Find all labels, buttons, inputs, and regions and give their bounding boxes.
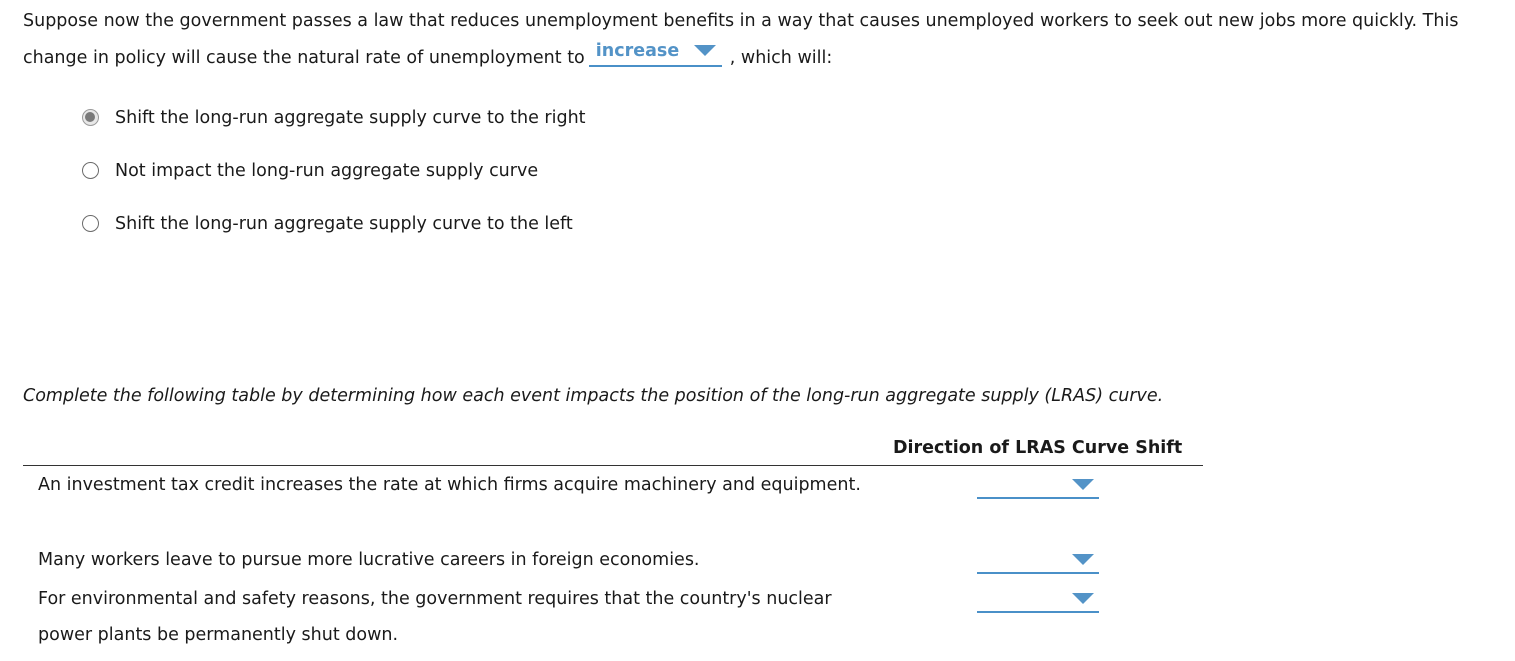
lras-shift-dropdown-1[interactable] xyxy=(977,477,1099,499)
question-text xyxy=(23,3,1493,76)
table-instruction: Complete the following table by determining how each event impacts the position of the long-run aggregate supply (LRAS) curve. xyxy=(23,386,1164,406)
option-label: Not impact the long-run aggregate supply curve xyxy=(115,161,539,181)
question-text-after: , which will: xyxy=(729,48,833,68)
caret-down-icon xyxy=(1072,479,1094,490)
caret-down-icon xyxy=(694,45,716,56)
caret-down-icon xyxy=(1072,554,1094,565)
natural-rate-dropdown-value: increase xyxy=(595,41,680,61)
radio-button-checked[interactable] xyxy=(82,109,99,126)
caret-down-icon xyxy=(1072,593,1094,604)
table-row-event: For environmental and safety reasons, the government requires that the country's nuclear power plants be permanently shut down. xyxy=(38,589,832,645)
lras-shift-dropdown-2[interactable] xyxy=(977,552,1099,574)
option-label: Shift the long-run aggregate supply curve to the right xyxy=(115,108,586,128)
radio-button[interactable] xyxy=(82,162,99,179)
radio-button[interactable] xyxy=(82,215,99,232)
option-label: Shift the long-run aggregate supply curve to the left xyxy=(115,214,573,234)
lras-shift-dropdown-3[interactable] xyxy=(977,591,1099,613)
question-text-before: Suppose now the government passes a law that reduces unemployment benefits in a way that causes unemployed workers to seek out new jobs more quickly. This change in policy will cause the natural rate of unemployment to xyxy=(23,11,1459,68)
table-header-divider xyxy=(23,465,1203,466)
table-column-header: Direction of LRAS Curve Shift xyxy=(893,438,1183,458)
natural-rate-dropdown[interactable] xyxy=(589,39,722,67)
table-row-event: Many workers leave to pursue more lucrative careers in foreign economies. xyxy=(38,550,700,570)
table-row-event: An investment tax credit increases the rate at which firms acquire machinery and equipment. xyxy=(38,475,861,495)
